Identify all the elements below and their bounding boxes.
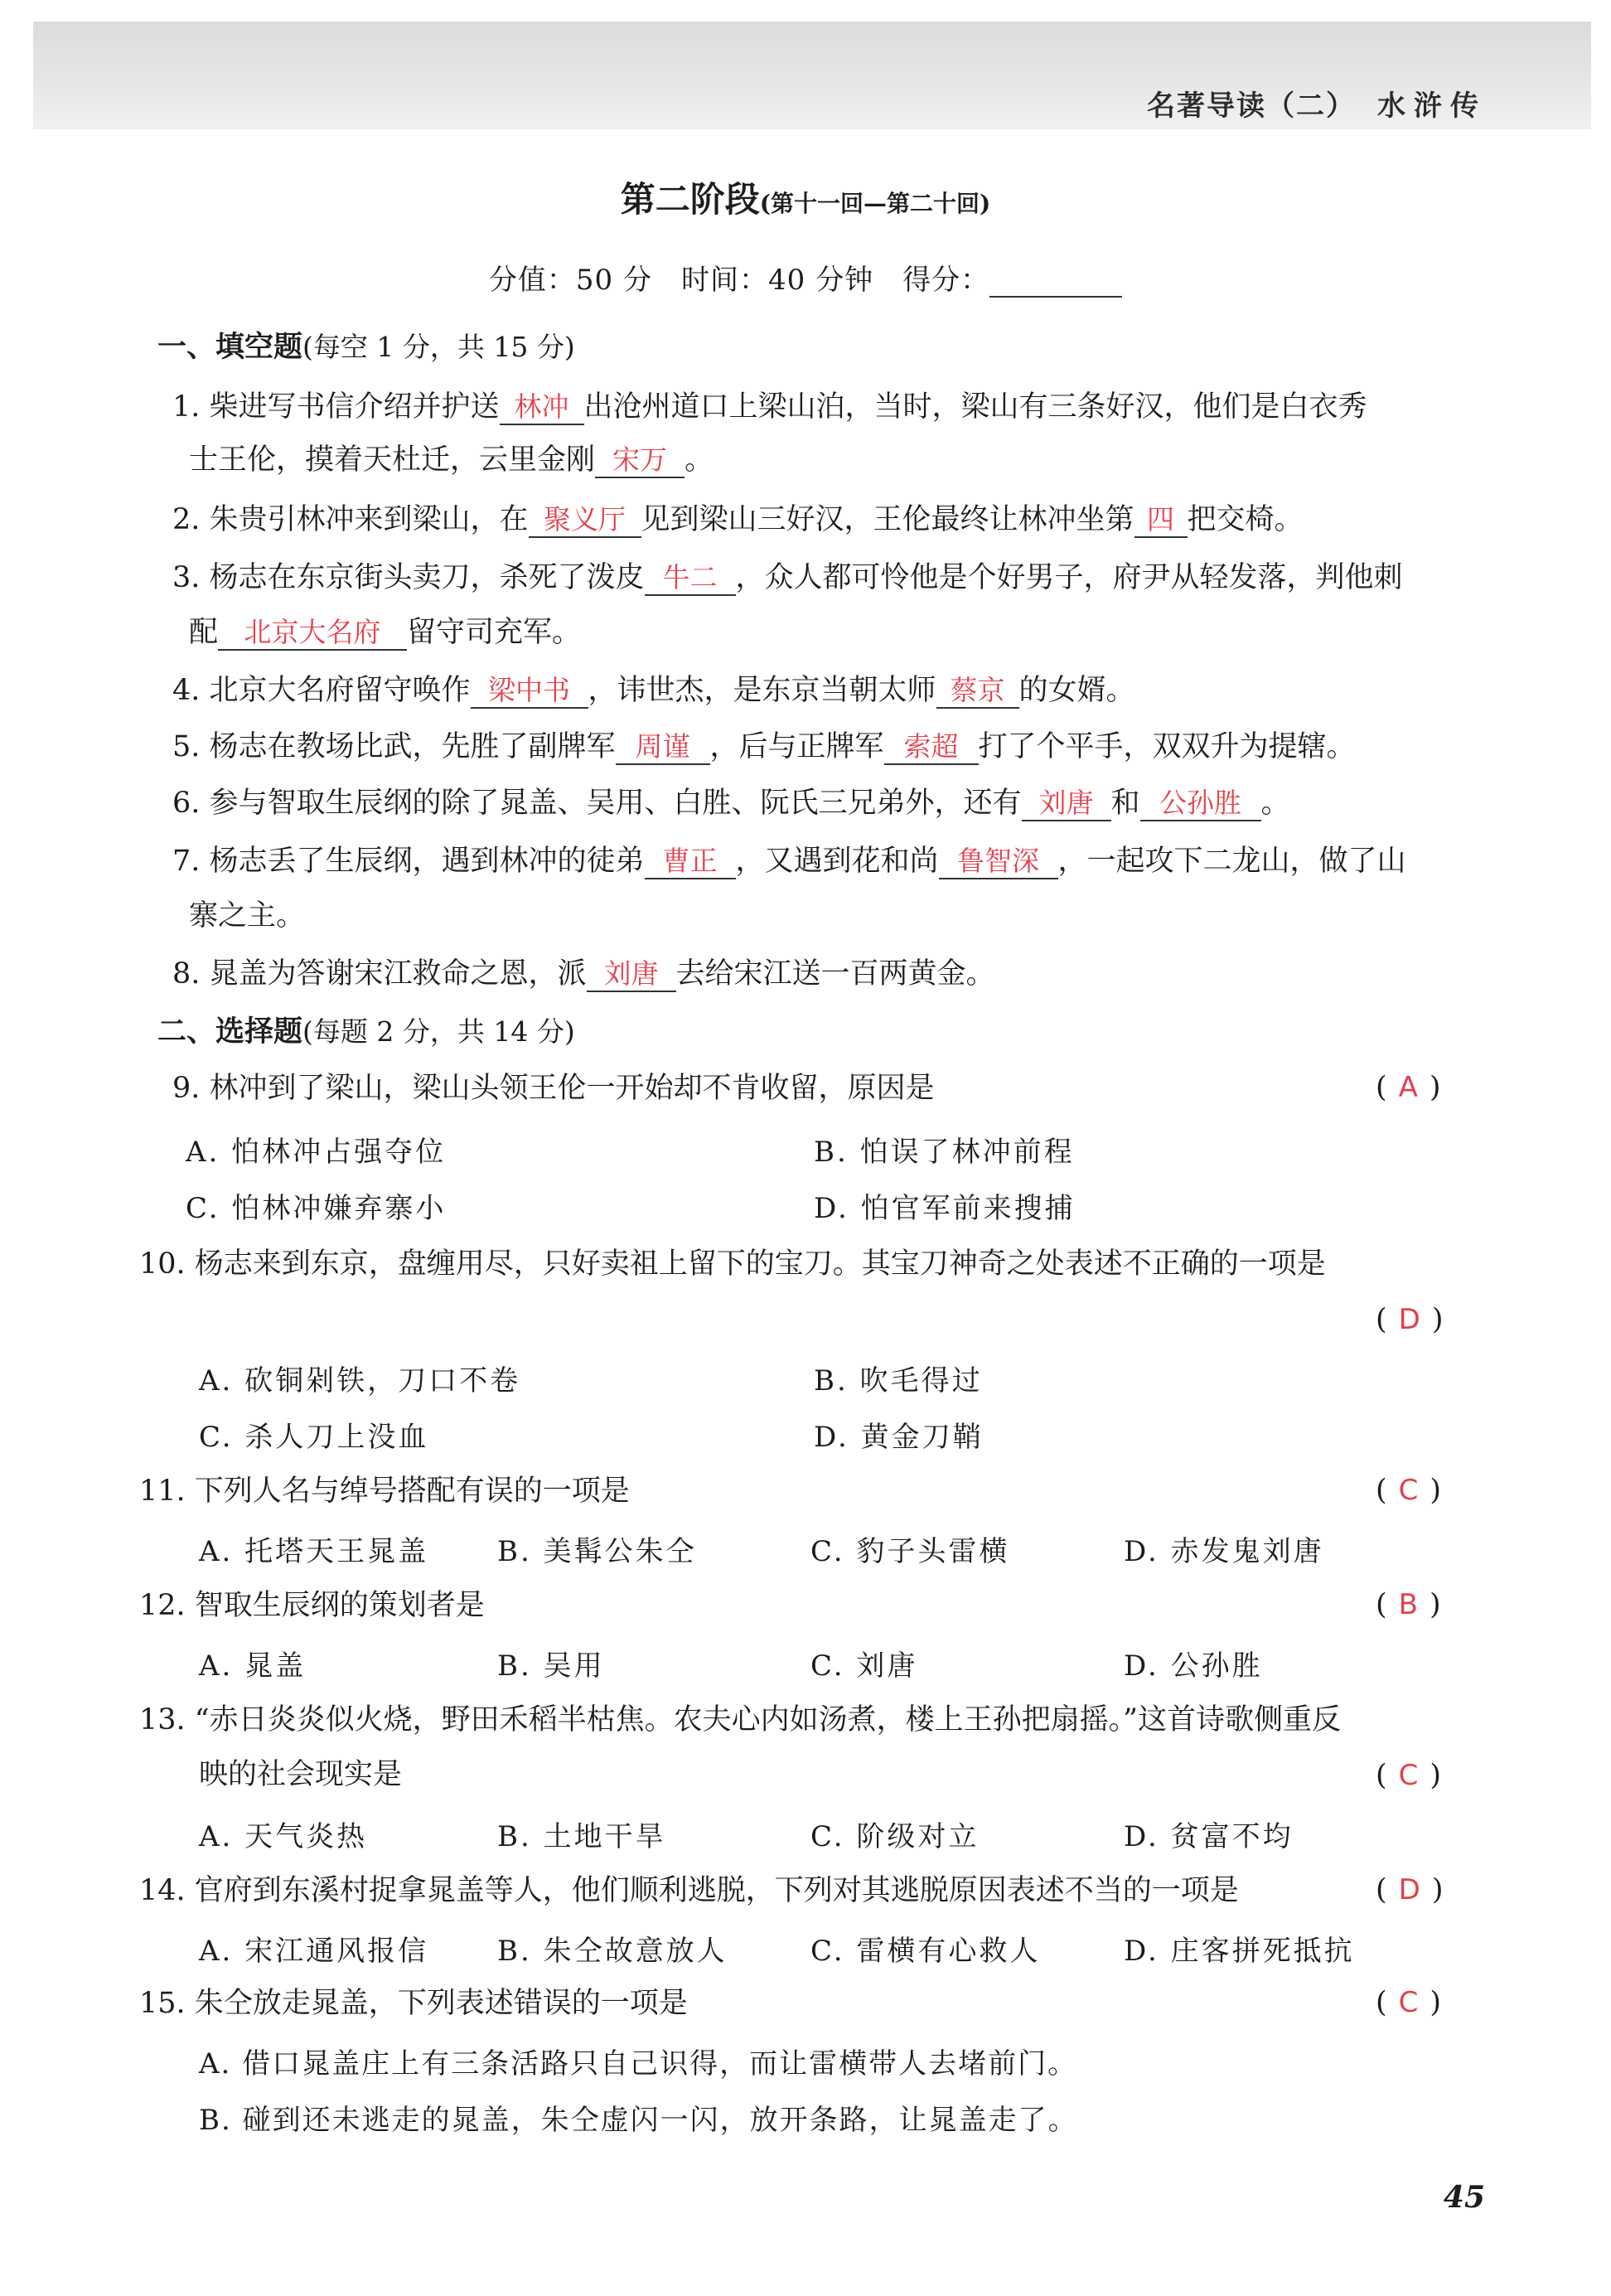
q9-option-a: A. 怕林冲占强夺位 [186, 1136, 447, 1169]
question-8 [172, 955, 995, 993]
q1-answer-2: 宋万 [595, 443, 685, 478]
q6-text-b: 和 [1110, 787, 1140, 820]
q9-option-b: B. 怕误了林冲前程 [814, 1136, 1075, 1169]
answer-letter: C [1398, 1474, 1419, 1507]
q2-answer-2: 四 [1134, 503, 1188, 538]
q12-option-a: A. 晁盖 [199, 1649, 307, 1683]
q5-answer-1: 周谨 [616, 730, 710, 765]
question-7-line-2 [189, 897, 305, 935]
book-title: 水浒传 [1377, 90, 1487, 123]
section-title: 一、填空题 [157, 331, 303, 364]
question-10-answer [1376, 1303, 1444, 1336]
q1-text-a: 1. 柴进写书信介绍并护送 [172, 390, 500, 424]
answer-letter: C [1398, 1986, 1419, 2019]
q10-option-a: A. 砍铜剁铁，刀口不卷 [199, 1364, 521, 1397]
q8-text-a: 8. 晁盖为答谢宋江救命之恩，派 [172, 957, 587, 991]
q4-answer-2: 蔡京 [936, 674, 1019, 709]
q3-text-a: 3. 杨志在东京街头卖刀，杀死了泼皮 [172, 561, 645, 594]
question-15-stem: 15. 朱仝放走晁盖，下列表述错误的一项是 [139, 1987, 688, 2020]
q13-option-d: D. 贫富不均 [1124, 1820, 1294, 1853]
series-label: 名著导读（二） [1147, 90, 1356, 123]
paren-close: ) [1431, 1873, 1444, 1906]
question-5 [172, 728, 1356, 766]
q14-option-c: C. 雷横有心救人 [810, 1935, 1041, 1968]
question-12-answer [1376, 1588, 1441, 1621]
q2-text-a: 2. 朱贵引林冲来到梁山，在 [172, 503, 529, 536]
q7-text-a: 7. 杨志丢了生辰纲，遇到林冲的徒弟 [172, 845, 645, 878]
question-13-stem-line-1: 13. “赤日炎炎似火烧，野田禾稻半枯焦。农夫心内如汤煮，楼上王孙把扇摇。”这首诗歌侧重反 [139, 1703, 1342, 1737]
q5-text-c: 打了个平手，双双升为提辖。 [978, 730, 1356, 763]
paren-open: ( [1376, 1986, 1387, 2019]
q3-answer-1: 牛二 [645, 561, 736, 596]
score-blank [989, 271, 1122, 298]
q1-text-d: 。 [685, 443, 714, 477]
q5-text-b: ，后与正牌军 [709, 730, 884, 763]
paren-open: ( [1376, 1759, 1387, 1792]
q7-answer-2: 鲁智深 [939, 845, 1058, 879]
q8-text-b: 去给宋江送一百两黄金。 [675, 957, 995, 991]
page-title [0, 172, 1611, 222]
paren-close: ) [1431, 1303, 1444, 1336]
q2-answer-1: 聚义厅 [529, 503, 641, 538]
paren-close: ) [1430, 1986, 1442, 2019]
stage-title: 第二阶段 [620, 179, 760, 220]
q3-answer-2: 北京大名府 [218, 616, 407, 651]
q10-option-b: B. 吹毛得过 [814, 1364, 983, 1397]
q5-text-a: 5. 杨志在教场比武，先胜了副牌军 [172, 730, 616, 763]
q6-answer-1: 刘唐 [1022, 787, 1111, 821]
answer-letter: D [1398, 1303, 1420, 1336]
q1-text-b: 出沧州道口上梁山泊，当时，梁山有三条好汉，他们是白衣秀 [583, 390, 1367, 424]
question-2 [172, 501, 1304, 539]
question-11-stem: 11. 下列人名与绰号搭配有误的一项是 [139, 1475, 630, 1508]
q7-text-b: ，又遇到花和尚 [735, 845, 939, 878]
q12-option-c: C. 刘唐 [810, 1649, 918, 1683]
question-3-line-1 [172, 559, 1403, 597]
section-heading-choice [157, 1013, 575, 1051]
q12-option-b: B. 吴用 [497, 1649, 605, 1683]
q2-text-b: 见到梁山三好汉，王伦最终让林冲坐第 [641, 503, 1134, 536]
q7-answer-1: 曹正 [645, 845, 736, 879]
q1-answer-1: 林冲 [500, 390, 584, 425]
paren-open: ( [1376, 1303, 1387, 1336]
q6-text-a: 6. 参与智取生辰纲的除了晁盖、吴用、白胜、阮氏三兄弟外，还有 [172, 787, 1022, 820]
q14-option-b: B. 朱仝故意放人 [497, 1935, 728, 1968]
q9-option-c: C. 怕林冲嫌弃寨小 [186, 1192, 447, 1225]
question-12-stem: 12. 智取生辰纲的策划者是 [139, 1589, 485, 1622]
q14-option-d: D. 庄客拼死抵抗 [1124, 1935, 1355, 1968]
paren-open: ( [1376, 1071, 1387, 1104]
chapter-range: (第十一回—第二十回) [759, 190, 991, 217]
question-3-line-2 [189, 613, 581, 652]
q10-option-d: D. 黄金刀鞘 [814, 1421, 984, 1454]
question-11-answer [1376, 1474, 1441, 1507]
q14-option-a: A. 宋江通风报信 [199, 1935, 429, 1968]
answer-letter: B [1398, 1588, 1418, 1621]
question-9-answer [1376, 1071, 1441, 1104]
q1-text-c: 士王伦，摸着天杜迁，云里金刚 [189, 443, 596, 477]
score-info [0, 257, 1611, 298]
q11-option-b: B. 美髯公朱仝 [497, 1535, 697, 1568]
section-note: (每空 1 分，共 15 分) [302, 331, 575, 363]
q10-option-c: C. 杀人刀上没血 [199, 1421, 429, 1454]
section-note: (每题 2 分，共 14 分) [302, 1015, 575, 1048]
q3-text-d: 留守司充军。 [407, 616, 582, 649]
q11-option-d: D. 赤发鬼刘唐 [1124, 1535, 1324, 1568]
running-header [1147, 83, 1487, 124]
q4-text-c: 的女婿。 [1018, 674, 1135, 707]
q11-option-a: A. 托塔天王晁盖 [199, 1535, 429, 1568]
section-heading-fill-blank [157, 328, 575, 366]
question-14-answer [1376, 1873, 1444, 1906]
q9-option-d: D. 怕官军前来搜捕 [814, 1192, 1076, 1225]
question-13-stem-line-2: 映的社会现实是 [199, 1758, 403, 1791]
score-info-text: 分值：50 分 时间：40 分钟 得分： [488, 264, 990, 297]
q6-answer-2: 公孙胜 [1140, 787, 1261, 821]
answer-letter: A [1398, 1071, 1418, 1104]
q4-answer-1: 梁中书 [471, 674, 588, 709]
answer-letter: D [1398, 1873, 1420, 1906]
question-6 [172, 784, 1290, 822]
q3-text-c: 配 [189, 616, 219, 649]
q13-option-a: A. 天气炎热 [199, 1820, 368, 1853]
q15-option-a: A. 借口晁盖庄上有三条活路只自己识得，而让雷横带人去堵前门。 [199, 2047, 1078, 2080]
page-number: 45 [1443, 2180, 1485, 2215]
question-1-line-2 [189, 441, 714, 479]
question-7-line-1 [172, 842, 1406, 880]
q7-text-c: ，一起攻下二龙山，做了山 [1057, 845, 1406, 878]
question-1-line-1 [172, 388, 1367, 426]
question-15-answer [1376, 1986, 1441, 2019]
q11-option-c: C. 豹子头雷横 [810, 1535, 1010, 1568]
question-10-stem: 10. 杨志来到东京，盘缠用尽，只好卖祖上留下的宝刀。其宝刀神奇之处表述不正确的一项是 [139, 1247, 1326, 1281]
q12-option-d: D. 公孙胜 [1124, 1649, 1263, 1683]
question-9-stem: 9. 林冲到了梁山，梁山头领王伦一开始却不肯收留，原因是 [172, 1072, 935, 1105]
q4-text-b: ，讳世杰，是东京当朝太师 [588, 674, 936, 707]
q8-answer-1: 刘唐 [587, 957, 676, 992]
paren-open: ( [1376, 1588, 1387, 1621]
q7-text-d: 寨之主。 [189, 899, 306, 932]
paren-close: ) [1430, 1759, 1442, 1792]
paren-close: ) [1429, 1071, 1441, 1104]
paren-close: ) [1430, 1474, 1442, 1507]
paren-open: ( [1376, 1873, 1387, 1906]
paren-close: ) [1429, 1588, 1441, 1621]
q3-text-b: ，众人都可怜他是个好男子，府尹从轻发落，判他刺 [735, 561, 1403, 594]
q13-option-b: B. 土地干旱 [497, 1820, 666, 1853]
section-title: 二、选择题 [157, 1015, 303, 1049]
q13-option-c: C. 阶级对立 [810, 1820, 980, 1853]
q5-answer-2: 索超 [884, 730, 979, 765]
q2-text-c: 把交椅。 [1187, 503, 1304, 536]
q6-text-c: 。 [1260, 787, 1290, 820]
question-13-answer [1376, 1759, 1441, 1792]
question-14-stem: 14. 官府到东溪村捉拿晁盖等人，他们顺利逃脱，下列对其逃脱原因表述不当的一项是 [139, 1874, 1239, 1907]
paren-open: ( [1376, 1474, 1387, 1507]
q4-text-a: 4. 北京大名府留守唤作 [172, 674, 471, 707]
question-4 [172, 671, 1135, 710]
answer-letter: C [1398, 1759, 1419, 1792]
q15-option-b: B. 碰到还未逃走的晁盖，朱仝虚闪一闪，放开条路，让晁盖走了。 [199, 2104, 1078, 2137]
